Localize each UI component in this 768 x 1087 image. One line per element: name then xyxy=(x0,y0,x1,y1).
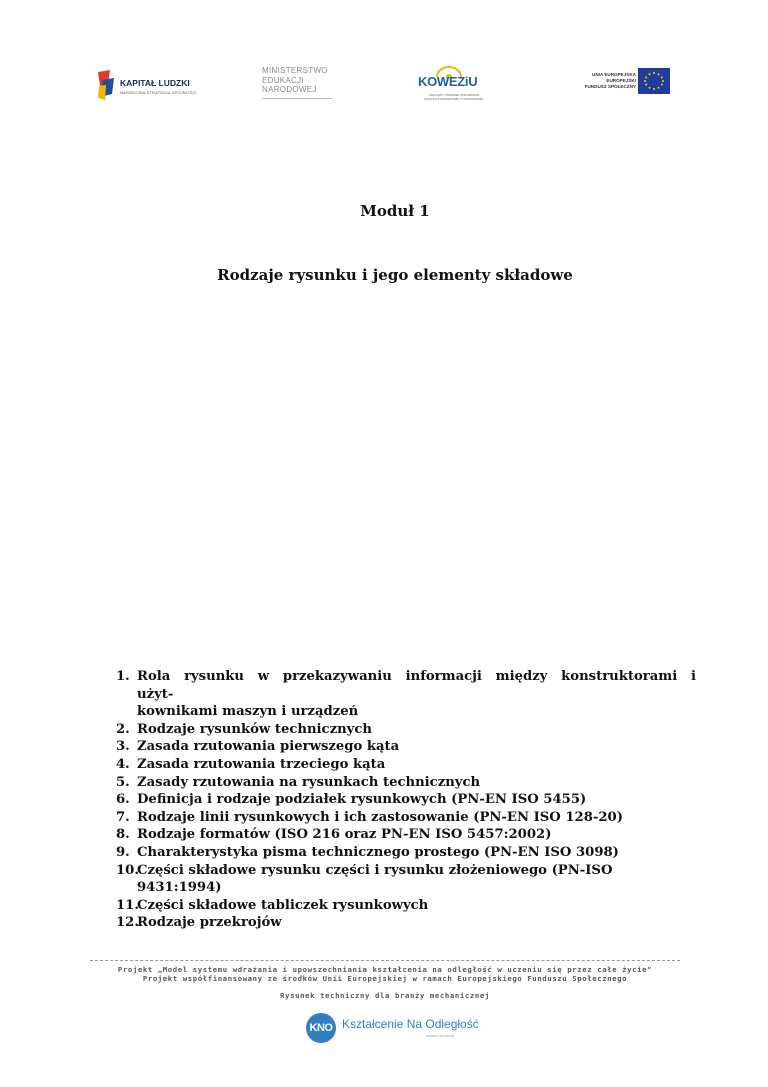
toc-item-text: Definicja i rodzaje podziałek rysunkowych (PN-EN ISO 5455) xyxy=(137,792,587,808)
page-footer xyxy=(90,960,680,1038)
toc-item-text: Części składowe tabliczek rysunkowych xyxy=(137,897,429,913)
kno-logo xyxy=(306,1013,486,1043)
toc-item-continuation: kownikami maszyn i urządzeń xyxy=(137,704,359,720)
kapital-ludzki-logo xyxy=(96,68,206,104)
toc-item-number: 6. xyxy=(116,792,130,808)
ministerstwo-line-3: NARODOWEJ xyxy=(262,85,317,94)
toc-item-number: 3. xyxy=(116,739,130,755)
toc-item-text: Rola rysunku w przekazywaniu informacji między konstruktorami i użyt- xyxy=(137,669,696,702)
toc-item-text: Rodzaje linii rysunkowych i ich zastosowanie (PN-EN ISO 128-20) xyxy=(137,809,623,825)
toc-item-number: 5. xyxy=(116,774,130,790)
toc-item-number: 10. xyxy=(116,862,139,878)
toc-item-number: 4. xyxy=(116,756,130,772)
kapital-ludzki-emblem-icon xyxy=(96,68,118,102)
toc-item xyxy=(116,826,696,844)
toc-item-text: Zasada rzutowania trzeciego kąta xyxy=(137,756,386,772)
kowezu-subtitle: KRAJOWY OŚRODEK WSPIERANIA EDUKACJI ZAWODOWEJ I USTAWICZNEJ xyxy=(424,93,484,101)
toc-item-text: Zasady rzutowania na rysunkach technicznych xyxy=(137,774,481,790)
toc-item-continuation: 9431:1994) xyxy=(137,880,222,896)
kowezu-logo xyxy=(416,66,496,106)
eu-flag-icon xyxy=(638,68,670,94)
ministerstwo-line-1: MINISTERSTWO xyxy=(262,66,328,75)
eu-stars-icon xyxy=(638,68,670,94)
toc-item-text: Charakterystyka pisma technicznego prostego (PN-EN ISO 3098) xyxy=(137,844,619,860)
ministerstwo-divider xyxy=(262,98,332,99)
toc-item xyxy=(116,809,696,827)
header-logos xyxy=(0,62,768,112)
toc-item-number: 9. xyxy=(116,844,130,860)
footer-divider xyxy=(90,960,680,961)
module-subtitle: Rodzaje rysunku i jego elementy składowe xyxy=(217,266,573,284)
kapital-ludzki-subtitle: NARODOWA STRATEGIA SPÓJNOŚCI xyxy=(120,90,197,95)
toc-item-text: Zasada rzutowania pierwszego kąta xyxy=(137,739,400,755)
toc-item-number: 12. xyxy=(116,915,139,931)
kowezu-name: KOWEZiU xyxy=(418,74,478,89)
footer-funding-line: Projekt współfinansowany ze środków Unii Europejskiej w ramach Europejskiego Funduszu Społecznego xyxy=(142,974,628,983)
toc-item xyxy=(116,897,696,915)
ministerstwo-logo xyxy=(262,66,342,106)
kno-logo-text: Kształcenie Na Odległość xyxy=(342,1017,479,1031)
kno-logo-mark: KNO xyxy=(306,1013,336,1043)
eu-text xyxy=(578,72,636,90)
toc-item-text: Części składowe rysunku części i rysunku złożeniowego (PN-ISO xyxy=(137,862,613,878)
kno-logo-subtitle: szkoła na miarę xyxy=(426,1033,455,1038)
toc-item xyxy=(116,668,696,721)
ministerstwo-line-2: EDUKACJI xyxy=(262,75,304,85)
toc-item-number: 11. xyxy=(116,897,139,913)
toc-item-number: 1. xyxy=(116,669,130,684)
eu-line-2: EUROPEJSKI xyxy=(606,78,636,83)
kapital-ludzki-name: KAPITAŁ LUDZKI xyxy=(120,78,190,88)
eu-logo xyxy=(578,66,674,100)
toc-item xyxy=(116,862,696,897)
table-of-contents xyxy=(116,668,696,932)
footer-course-line: Rysunek techniczny dla branży mechanicznej xyxy=(280,991,490,1000)
module-title: Moduł 1 xyxy=(360,202,430,220)
footer-project-line: Projekt „Model systemu wdrażania i upowszechniania kształcenia na odległość w uczeniu się przez całe życie" xyxy=(117,965,653,974)
toc-item-number: 7. xyxy=(116,809,130,825)
toc-item xyxy=(116,756,696,774)
toc-item-number: 8. xyxy=(116,827,130,843)
eu-line-1: UNIA EUROPEJSKA xyxy=(592,72,636,77)
toc-item-number: 2. xyxy=(116,721,130,737)
toc-item xyxy=(116,774,696,792)
eu-line-3: FUNDUSZ SPOŁECZNY xyxy=(584,84,636,89)
toc-item xyxy=(116,721,696,739)
toc-item xyxy=(116,791,696,809)
toc-item-text: Rodzaje formatów (ISO 216 oraz PN-EN ISO 5457:2002) xyxy=(137,827,552,843)
toc-item xyxy=(116,844,696,862)
toc-item-text: Rodzaje przekrojów xyxy=(137,915,282,931)
toc-item-text: Rodzaje rysunków technicznych xyxy=(137,721,372,737)
toc-item xyxy=(116,738,696,756)
toc-item xyxy=(116,914,696,932)
